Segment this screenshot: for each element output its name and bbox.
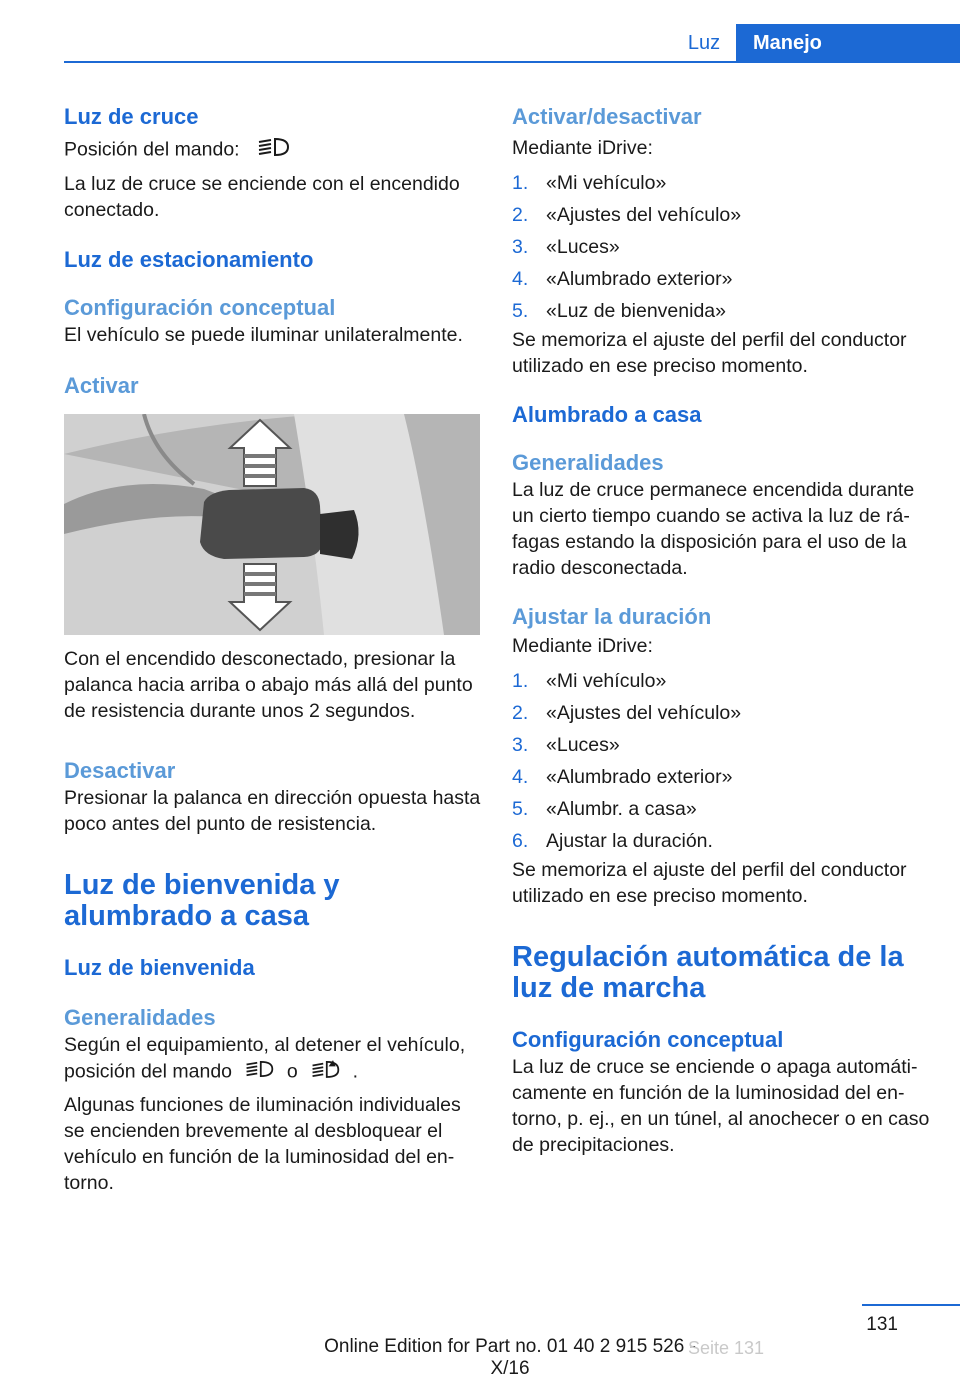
page-number: 131: [866, 1314, 898, 1335]
bienvenida-title-line1: Luz de bienvenida y: [64, 869, 340, 901]
bienvenida-title-line2: alumbrado a casa: [64, 900, 309, 932]
list-item: 4. «Alumbrado exterior»: [512, 268, 733, 290]
bienvenida-steps-list: [512, 167, 932, 327]
luz-cruce-text: La luz de cruce se enciende con el encendido conectado.: [64, 173, 460, 221]
bienvenida-title: [64, 870, 484, 932]
list-item: 5. «Luz de bienvenida»: [512, 300, 726, 322]
regulacion-concepto-heading: Configuración conceptual: [512, 1027, 784, 1052]
desactivar-heading: Desactivar: [64, 758, 176, 783]
footer-rule: [862, 1304, 960, 1306]
regulacion-title: [512, 942, 932, 1004]
list-item: 6. Ajustar la duración.: [512, 830, 713, 852]
desactivar-text: Presionar la palanca en dirección opuesta hasta poco antes del punto de resistencia.: [64, 787, 481, 835]
regulacion-concepto-text: La luz de cruce se enciende o apaga automáticamente en función de la luminosidad del entorno, p. ej., en un túnel, al anochecer o en caso de precipitaciones.: [512, 1056, 930, 1156]
alumbrado-steps-list: [512, 665, 932, 857]
header-chapter-tab: Manejo: [736, 24, 960, 62]
list-item: 4. «Alumbrado exterior»: [512, 766, 733, 788]
estacionamiento-concepto-text: El vehículo se puede iluminar unilateralmente.: [64, 324, 463, 346]
activar-desactivar-intro: Mediante iDrive:: [512, 137, 653, 159]
watermark: Seite 131: [688, 1338, 765, 1358]
bienvenida-text1-a: Según el equipamiento, al detener el vehículo, posición del mando: [64, 1034, 466, 1083]
bienvenida-text1: [64, 1032, 484, 1087]
alumbrado-generalidades-text: La luz de cruce permanece encendida durante un cierto tiempo cuando se activa la luz de ráfagas estando la disposición para el uso de la radio desconectada.: [512, 479, 915, 579]
list-item: 3. «Luces»: [512, 236, 620, 258]
luz-cruce-heading: Luz de cruce: [64, 104, 199, 129]
regulacion-title-line2: luz de marcha: [512, 972, 706, 1004]
bienvenida-text1-end: .: [352, 1060, 358, 1083]
low-beam-icon: [243, 1059, 275, 1086]
alumbrado-casa-heading: Alumbrado a casa: [512, 402, 702, 427]
activar-desactivar-heading: Activar/desactivar: [512, 104, 702, 129]
list-item: 3. «Luces»: [512, 734, 620, 756]
list-item: 5. «Alumbr. a casa»: [512, 798, 697, 820]
activar-heading: Activar: [64, 373, 139, 398]
edition-note: Online Edition for Part no. 01 40 2 915 526 - X/16: [324, 1336, 696, 1379]
bienvenida-text2: Algunas funciones de iluminación individuales se encienden brevemente al desbloquear el vehículo en función de la luminosidad del entorno.: [64, 1094, 461, 1194]
activar-desactivar-note: Se memoriza el ajuste del perfil del conductor utilizado en ese preciso momento.: [512, 329, 907, 377]
posicion-mando-line: [64, 136, 484, 165]
list-item: 2. «Ajustes del vehículo»: [512, 204, 742, 226]
turn-signal-lever-illustration: [64, 414, 480, 635]
right-column: [512, 96, 932, 1158]
auto-light-icon: [309, 1058, 341, 1087]
bienvenida-text1-or: o: [286, 1060, 298, 1083]
left-column: [64, 96, 484, 1196]
ajustar-duracion-heading: Ajustar la duración: [512, 604, 712, 629]
list-item: 1. «Mi vehículo»: [512, 172, 667, 194]
alumbrado-generalidades-heading: Generalidades: [512, 450, 664, 475]
activar-text: Con el encendido desconectado, presionar la palanca hacia arriba o abajo más allá del punto de resistencia durante unos 2 segundos.: [64, 648, 473, 722]
estacionamiento-heading: Luz de estacionamiento: [64, 247, 314, 272]
bienvenida-generalidades-heading: Generalidades: [64, 1005, 216, 1030]
estacionamiento-concepto-heading: Configuración conceptual: [64, 295, 336, 320]
header-section-tab: Luz: [687, 32, 721, 54]
posicion-mando-label: Posición del mando:: [64, 138, 240, 161]
ajustar-duracion-intro: Mediante iDrive:: [512, 635, 653, 657]
luz-bienvenida-heading: Luz de bienvenida: [64, 955, 255, 980]
list-item: 2. «Ajustes del vehículo»: [512, 702, 742, 724]
alumbrado-casa-note: Se memoriza el ajuste del perfil del conductor utilizado en ese preciso momento.: [512, 859, 907, 907]
low-beam-icon: [255, 136, 291, 165]
regulacion-title-line1: Regulación automática de la: [512, 941, 904, 973]
header-rule: [64, 61, 960, 63]
list-item: 1. «Mi vehículo»: [512, 670, 667, 692]
